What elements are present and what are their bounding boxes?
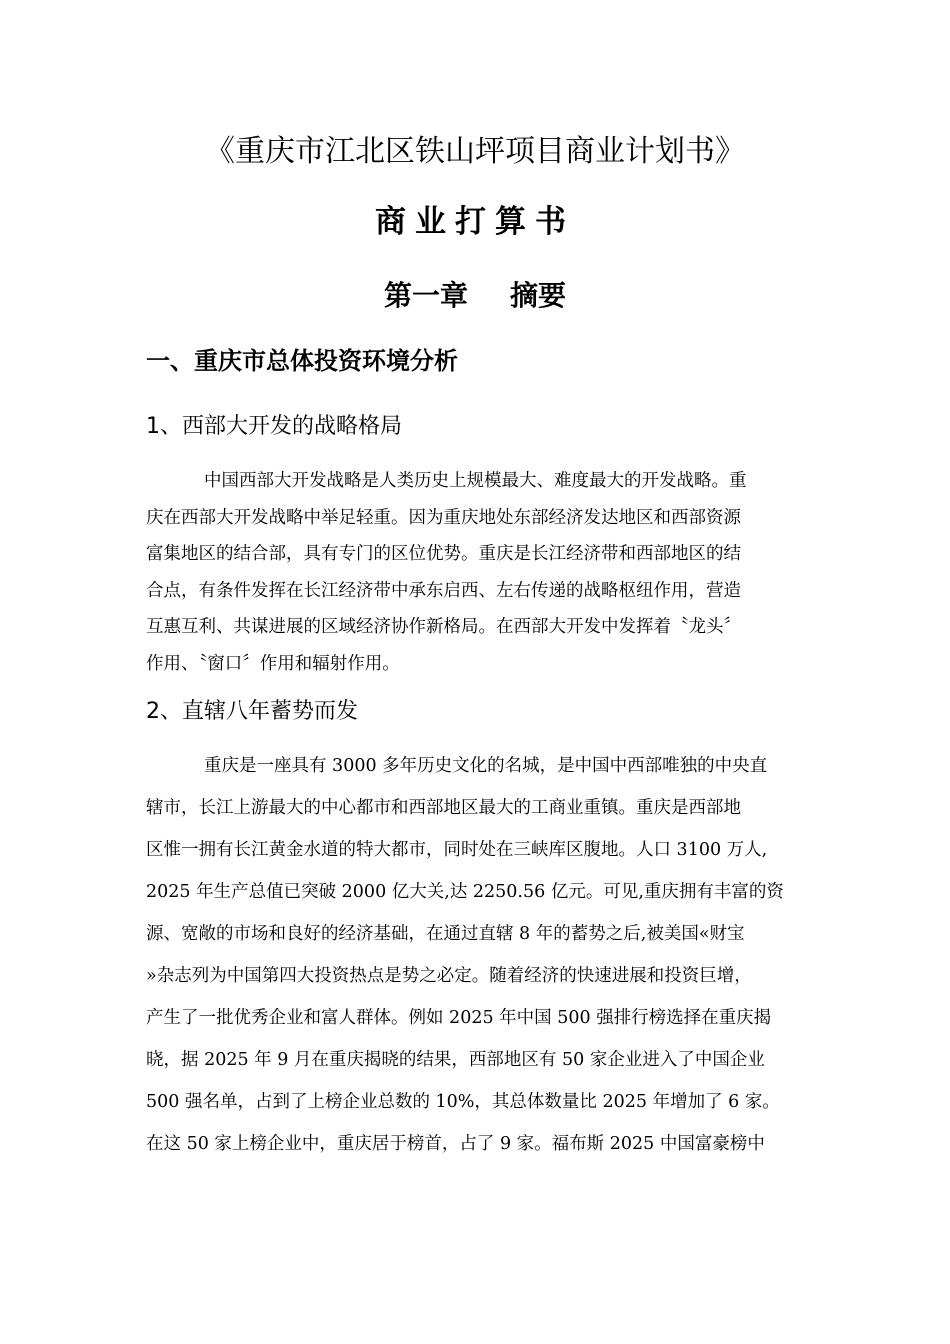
paragraph-line: 2025 年生产总值已突破 2000 亿大关,达 2250.56 亿元。可见,重庆拥有丰富的资	[146, 882, 784, 902]
document-title: 《重庆市江北区铁山坪项目商业计划书》	[205, 134, 745, 169]
chapter-heading	[0, 276, 950, 316]
document-subtitle: 商业打算书	[375, 204, 575, 240]
section-heading: 一、重庆市总体投资环境分析	[146, 347, 458, 375]
paragraph-western-development	[146, 463, 810, 682]
paragraph-line: 区惟一拥有长江黄金水道的特大都市，同时处在三峡库区腹地。人口 3100 万人,	[146, 840, 768, 860]
paragraph-line: 合点，有条件发挥在长江经济带中承东启西、左右传递的战略枢纽作用，营造	[146, 580, 741, 601]
paragraph-line: »杂志列为中国第四大投资热点是势之必定。随着经济的快速进展和投资巨增，	[146, 966, 752, 986]
subsection-heading: 2、直辖八年蓄势而发	[146, 699, 358, 724]
paragraph-line: 中国西部大开发战略是人类历史上规模最大、难度最大的开发战略。重	[204, 471, 747, 491]
paragraph-line: 源、宽敞的市场和良好的经济基础，在通过直辖 8 年的蓄势之后,被美国«财宝	[146, 924, 745, 944]
paragraph-line: 500 强名单，占到了上榜企业总数的 10%，其总体数量比 2025 年增加了 6 家。	[146, 1092, 780, 1112]
paragraph-line: 辖市，长江上游最大的中心都市和西部地区最大的工商业重镇。重庆是西部地	[146, 798, 741, 818]
paragraph-line: 庆在西部大开发战略中举足轻重。因为重庆地处东部经济发达地区和西部资源	[146, 507, 741, 528]
paragraph-municipality	[146, 745, 810, 1165]
paragraph-line: 产生了一批优秀企业和富人群体。例如 2025 年中国 500 强排行榜选择在重庆揭	[146, 1008, 772, 1028]
paragraph-line: 在这 50 家上榜企业中，重庆居于榜首，占了 9 家。福布斯 2025 中国富豪榜中	[146, 1134, 765, 1154]
paragraph-line: 作用、〝窗口〞作用和辐射作用。	[146, 653, 400, 674]
chapter-name: 摘要	[510, 279, 567, 312]
paragraph-line: 富集地区的结合部，具有专门的区位优势。重庆是长江经济带和西部地区的结	[146, 544, 741, 564]
subsection-heading: 1、西部大开发的战略格局	[146, 414, 402, 439]
paragraph-line: 重庆是一座具有 3000 多年历史文化的名城，是中国中西部唯独的中央直	[204, 756, 768, 776]
paragraph-line: 晓，据 2025 年 9 月在重庆揭晓的结果，西部地区有 50 家企业进入了中国企业	[146, 1050, 765, 1070]
chapter-number: 第一章	[383, 279, 468, 312]
paragraph-line: 互惠互利、共谋进展的区域经济协作新格局。在西部大开发中发挥着〝龙头〞	[146, 617, 741, 637]
